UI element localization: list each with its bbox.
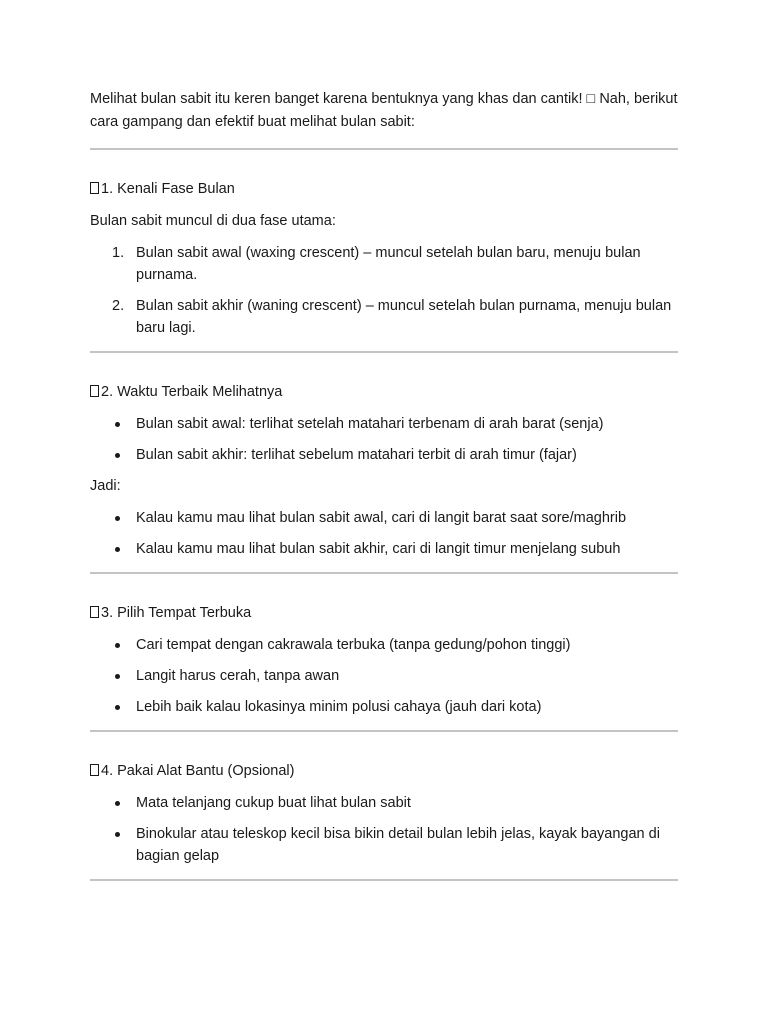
- list-item: [90, 242, 678, 286]
- list-item: [90, 295, 678, 339]
- list-item-line-1: Bulan sabit akhir (waning crescent) – muncul setelah bulan purnama, menuju bulan: [136, 298, 672, 314]
- list-item: [90, 696, 678, 718]
- section-text: Bulan sabit muncul di dua fase utama:: [90, 213, 336, 229]
- section-heading-text: 1. Kenali Fase Bulan: [101, 181, 235, 197]
- bullet-icon: [115, 832, 120, 837]
- list-item-text: Kalau kamu mau lihat bulan sabit akhir, cari di langit timur menjelang subuh: [136, 541, 621, 557]
- section-heading-text: 3. Pilih Tempat Terbuka: [101, 605, 252, 621]
- divider: [90, 879, 678, 881]
- section-heading: [90, 178, 678, 201]
- section-text: Jadi:: [90, 478, 121, 494]
- intro-line-1: Melihat bulan sabit itu keren banget karena bentuknya yang khas dan cantik! □ Nah, berikut: [90, 91, 678, 107]
- section-pakai-alat-bantu: [90, 732, 678, 879]
- list-item-line-1: Mata telanjang cukup buat lihat bulan sabit: [136, 795, 411, 811]
- tofu-glyph-icon: [90, 182, 99, 194]
- tofu-glyph-icon: [90, 385, 99, 397]
- list-item: [90, 634, 678, 656]
- list-item-line-2: purnama.: [136, 267, 198, 283]
- section-waktu-terbaik: [90, 353, 678, 572]
- list-item-line-2: bagian gelap: [136, 848, 220, 864]
- list-item: [90, 792, 678, 814]
- list-number: 2.: [112, 298, 125, 314]
- bullet-icon: [115, 674, 120, 679]
- ordered-list: [90, 242, 678, 339]
- section-heading: [90, 760, 678, 783]
- list-item: [90, 538, 678, 560]
- section-kenali-fase-bulan: [90, 150, 678, 351]
- list-item-text: Bulan sabit awal: terlihat setelah matahari terbenam di arah barat (senja): [136, 416, 604, 432]
- section-heading-text: 2. Waktu Terbaik Melihatnya: [101, 384, 283, 400]
- section-heading-text: 4. Pakai Alat Bantu (Opsional): [101, 763, 295, 779]
- list-item: [90, 507, 678, 529]
- list-item: [90, 413, 678, 435]
- list-item-text: Bulan sabit akhir: terlihat sebelum matahari terbit di arah timur (fajar): [136, 447, 577, 463]
- list-item-line-1: Binokular atau teleskop kecil bisa bikin detail bulan lebih jelas, kayak bayangan di: [136, 826, 660, 842]
- bullet-icon: [115, 643, 120, 648]
- section-pilih-tempat: [90, 574, 678, 730]
- bullet-list: [90, 507, 678, 560]
- section-heading: [90, 381, 678, 404]
- list-item: [90, 444, 678, 466]
- list-item-line-2: baru lagi.: [136, 320, 196, 336]
- list-item-text: Kalau kamu mau lihat bulan sabit awal, cari di langit barat saat sore/maghrib: [136, 510, 627, 526]
- bullet-icon: [115, 705, 120, 710]
- tofu-glyph-icon: [90, 764, 99, 776]
- intro-line-2: cara gampang dan efektif buat melihat bulan sabit:: [90, 114, 415, 130]
- list-item-text: Lebih baik kalau lokasinya minim polusi cahaya (jauh dari kota): [136, 699, 542, 715]
- intro-paragraph: [90, 88, 678, 134]
- list-number: 1.: [112, 245, 125, 261]
- bullet-list: [90, 413, 678, 466]
- tofu-glyph-icon: [90, 606, 99, 618]
- bullet-list: [90, 634, 678, 718]
- list-item: [90, 823, 678, 867]
- list-item-line-1: Bulan sabit awal (waxing crescent) – muncul setelah bulan baru, menuju bulan: [136, 245, 641, 261]
- bullet-icon: [115, 547, 120, 552]
- bullet-icon: [115, 516, 120, 521]
- bullet-icon: [115, 453, 120, 458]
- list-item: [90, 665, 678, 687]
- bullet-icon: [115, 801, 120, 806]
- bullet-list: [90, 792, 678, 867]
- list-item-text: Langit harus cerah, tanpa awan: [136, 668, 340, 684]
- section-heading: [90, 602, 678, 625]
- list-item-text: Cari tempat dengan cakrawala terbuka (tanpa gedung/pohon tinggi): [136, 637, 571, 653]
- bullet-icon: [115, 422, 120, 427]
